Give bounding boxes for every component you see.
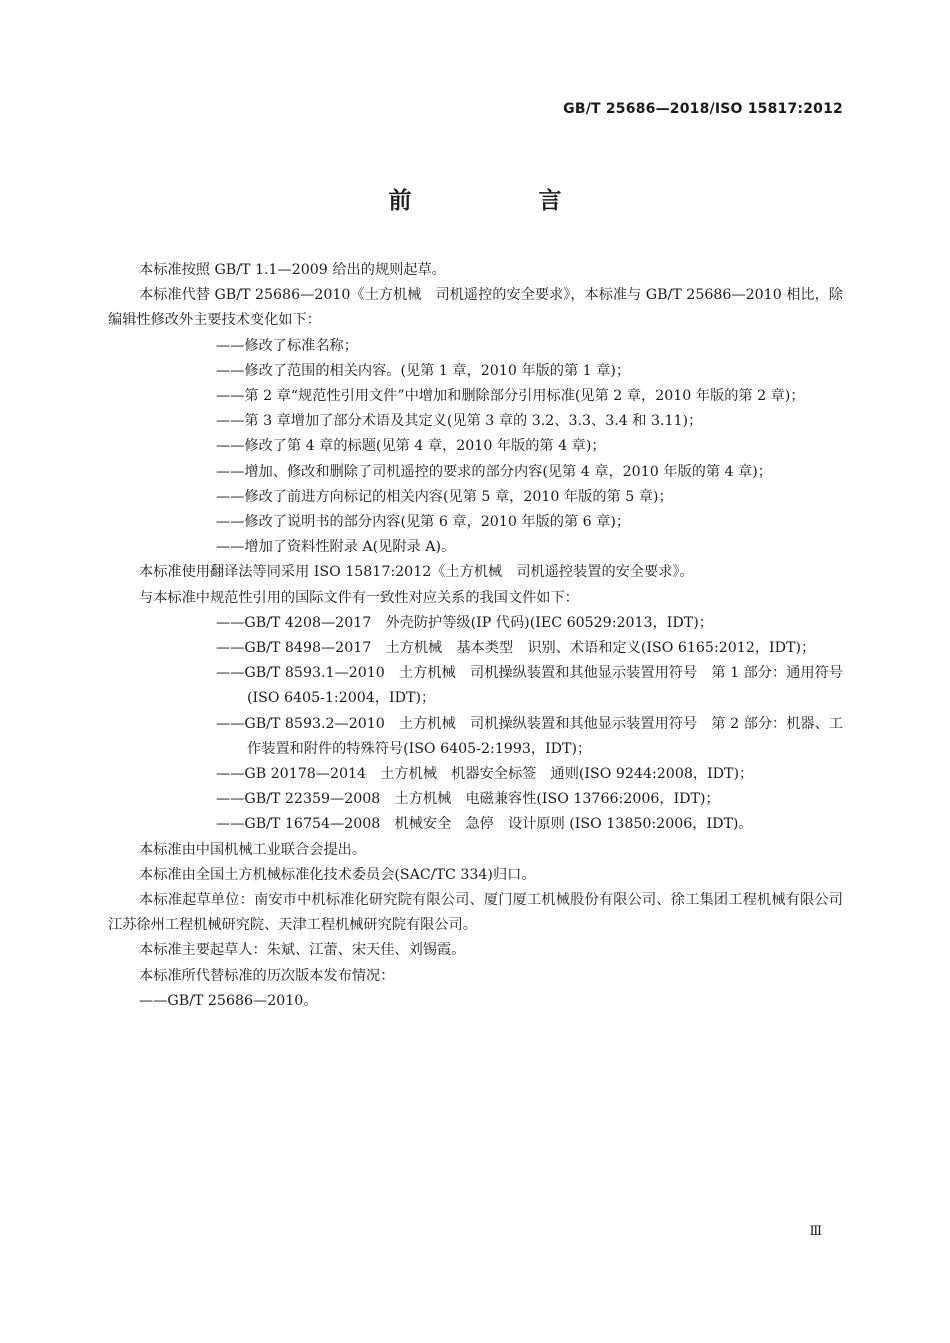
page-title: 前 言 [388, 188, 614, 214]
reference-item: ——GB 20178—2014 土方机械 机器安全标签 通则(ISO 9244:2008，IDT)； [216, 766, 754, 783]
list-item: ——增加、修改和删除了司机遥控的要求的部分内容(见第 4 章，2010 年版的第 4 章)； [216, 463, 772, 480]
reference-item: ——GB/T 4208—2017 外壳防护等级(IP 代码)(IEC 60529:2013，IDT)； [216, 614, 713, 631]
paragraph: 本标准由中国机械工业联合会提出。 [139, 841, 367, 858]
document-body [108, 258, 843, 1014]
reference-item: ——GB/T 22359—2008 土方机械 电磁兼容性(ISO 13766:2006，IDT)； [216, 791, 720, 808]
list-item: ——第 2 章“规范性引用文件”中增加和删除部分引用标准(见第 2 章，2010 年版的第 2 章)； [216, 388, 805, 405]
paragraph: 本标准代替 GB/T 25686—2010《土方机械 司机遥控的安全要求》，本标准与 GB/T 25686—2010 相比，除编辑性修改外主要技术变化如下： [108, 287, 843, 329]
list-item: ——修改了范围的相关内容。(见第 1 章，2010 年版的第 1 章)； [216, 362, 631, 379]
reference-item: ——GB/T 16754—2008 机械安全 急停 设计原则 (ISO 13850:2006，IDT)。 [216, 816, 753, 833]
standard-number-header: GB/T 25686—2018/ISO 15817:2012 [563, 101, 843, 117]
list-item: ——第 3 章增加了部分术语及其定义(见第 3 章的 3.2、3.3、3.4 和 3.11)； [216, 413, 703, 430]
reference-item: ——GB/T 8593.2—2010 土方机械 司机操纵装置和其他显示装置用符号 第 2 部分：机器、工作装置和附件的特殊符号(ISO 6405-2:1993，IDT)； [216, 715, 843, 757]
list-item: ——修改了说明书的部分内容(见第 6 章，2010 年版的第 6 章)； [216, 514, 631, 531]
paragraph: 本标准起草单位：南安市中机标准化研究院有限公司、厦门厦工机械股份有限公司、徐工集团工程机械有限公司江苏徐州工程机械研究院、天津工程机械研究院有限公司。 [108, 892, 843, 934]
list-item: ——修改了前进方向标记的相关内容(见第 5 章，2010 年版的第 5 章)； [216, 488, 673, 505]
paragraph: 本标准使用翻译法等同采用 ISO 15817:2012《土方机械 司机遥控装置的安全要求》。 [139, 564, 694, 581]
reference-item: ——GB/T 8498—2017 土方机械 基本类型 识别、术语和定义(ISO 6165:2012，IDT)； [216, 640, 816, 657]
list-item: ——修改了第 4 章的标题(见第 4 章，2010 年版的第 4 章)； [216, 438, 606, 455]
paragraph: 本标准由全国土方机械标准化技术委员会(SAC/TC 334)归口。 [139, 866, 536, 883]
paragraph: 本标准所代替标准的历次版本发布情况： [139, 967, 395, 984]
list-item: ——修改了标准名称； [216, 337, 358, 354]
list-item: ——GB/T 25686—2010。 [139, 992, 318, 1009]
paragraph: 本标准按照 GB/T 1.1—2009 给出的规则起草。 [139, 262, 446, 278]
reference-item: ——GB/T 8593.1—2010 土方机械 司机操纵装置和其他显示装置用符号 第 1 部分：通用符号(ISO 6405-1:2004，IDT)； [216, 665, 843, 707]
page-number: Ⅲ [809, 1224, 822, 1239]
list-item: ——增加了资料性附录 A(见附录 A)。 [216, 539, 456, 556]
paragraph: 本标准主要起草人：朱斌、江蕾、宋天佳、刘锡霞。 [139, 942, 466, 959]
paragraph: 与本标准中规范性引用的国际文件有一致性对应关系的我国文件如下： [139, 589, 579, 606]
